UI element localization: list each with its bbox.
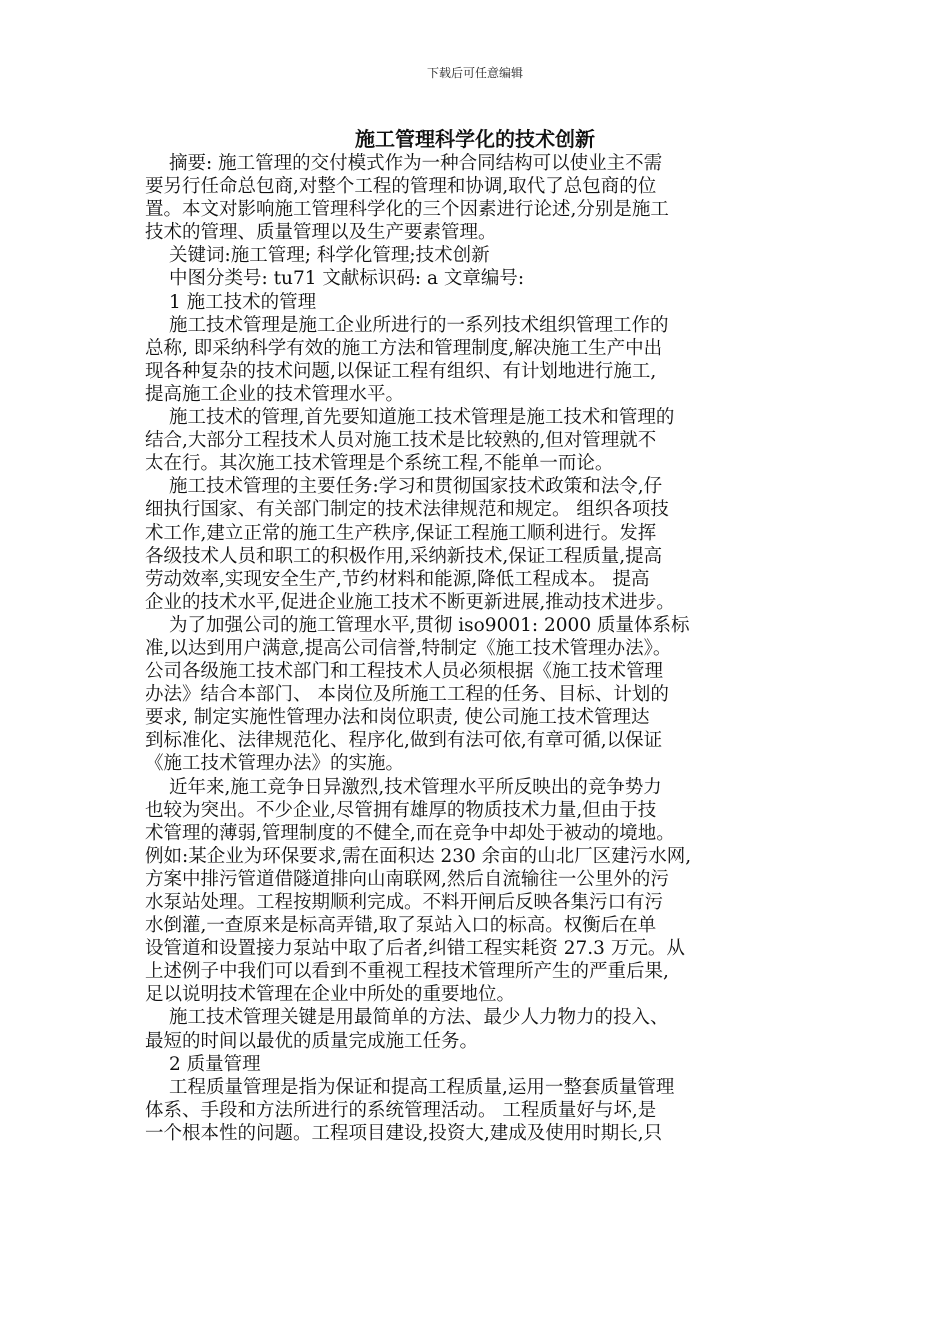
text-line: 关键词:施工管理; 科学化管理;技术创新: [169, 245, 490, 267]
text-line: 要求, 制定实施性管理办法和岗位职责, 使公司施工技术管理达: [145, 707, 650, 729]
text-line: 体系、手段和方法所进行的系统管理活动。 工程质量好与坏,是: [145, 1099, 657, 1121]
text-line: 术工作,建立正常的施工生产秩序,保证工程施工顺利进行。发挥: [145, 522, 657, 544]
text-line: 施工技术管理的主要任务:学习和贯彻国家技术政策和法令,仔: [169, 476, 663, 498]
text-line: 近年来,施工竞争日异激烈,技术管理水平所反映出的竞争势力: [169, 776, 662, 798]
text-line: 施工技术的管理,首先要知道施工技术管理是施工技术和管理的: [169, 407, 675, 429]
text-line: 企业的技术水平,促进企业施工技术不断更新进展,推动技术进步。: [145, 591, 675, 613]
text-line: 施工技术管理是施工企业所进行的一系列技术组织管理工作的: [169, 314, 669, 336]
text-line: 办法》结合本部门、 本岗位及所施工工程的任务、目标、计划的: [145, 684, 669, 706]
text-line: 摘要: 施工管理的交付模式作为一种合同结构可以使业主不需: [169, 153, 663, 174]
text-line: 设管道和设置接力泵站中取了后者,纠错工程实耗资 27.3 万元。从: [145, 938, 685, 960]
text-line: 例如:某企业为环保要求,需在面积达 230 余亩的山北厂区建污水网,: [145, 845, 692, 867]
text-line: 劳动效率,实现安全生产,节约材料和能源,降低工程成本。 提高: [145, 568, 650, 590]
text-line: 总称, 即采纳科学有效的施工方法和管理制度,解决施工生产中出: [145, 337, 663, 359]
text-line: 提高施工企业的技术管理水平。: [145, 383, 405, 405]
text-line: 中图分类号: tu71 文献标识码: a 文章编号:: [169, 268, 525, 290]
text-line: 术管理的薄弱,管理制度的不健全,而在竞争中却处于被动的境地。: [145, 822, 675, 844]
text-line: 水倒灌,一查原来是标高弄错,取了泵站入口的标高。权衡后在单: [145, 915, 657, 937]
text-line: 施工技术管理关键是用最简单的方法、最少人力物力的投入、: [169, 1007, 669, 1029]
text-line: 《施工技术管理办法》的实施。: [145, 753, 405, 775]
text-line: 置。本文对影响施工管理科学化的三个因素进行论述,分别是施工: [145, 199, 669, 221]
document-body: [145, 126, 795, 1145]
text-line: 各级技术人员和职工的积极作用,采纳新技术,保证工程质量,提高: [145, 545, 663, 567]
text-line: 现各种复杂的技术问题,以保证工程有组织、有计划地进行施工,: [145, 360, 657, 382]
text-lines: [145, 152, 795, 1145]
text-line: 方案中排污管道借隧道排向山南联网,然后自流输往一公里外的污: [145, 868, 669, 890]
text-line: 到标准化、法律规范化、程序化,做到有法可依,有章可循,以保证: [145, 730, 663, 752]
text-line: 最短的时间以最优的质量完成施工任务。: [145, 1030, 479, 1052]
text-line: 细执行国家、有关部门制定的技术法律规范和规定。 组织各项技: [145, 499, 669, 521]
text-line: 上述例子中我们可以看到不重视工程技术管理所产生的严重后果,: [145, 961, 669, 983]
text-line: 也较为突出。不少企业,尽管拥有雄厚的物质技术力量,但由于技: [145, 799, 657, 821]
text-line: 准,以达到用户满意,提高公司信誉,特制定《施工技术管理办法》。: [145, 637, 672, 659]
text-line: 1 施工技术的管理: [169, 291, 317, 313]
text-line: 结合,大部分工程技术人员对施工技术是比较熟的,但对管理就不: [145, 430, 657, 452]
text-line: 要另行任命总包商,对整个工程的管理和协调,取代了总包商的位: [145, 176, 657, 198]
text-line: 2 质量管理: [169, 1053, 261, 1075]
text-line: 一个根本性的问题。工程项目建设,投资大,建成及使用时期长,只: [145, 1122, 663, 1144]
text-line: 工程质量管理是指为保证和提高工程质量,运用一整套质量管理: [169, 1076, 675, 1098]
text-line: 为了加强公司的施工管理水平,贯彻 iso9001: 2000 质量体系标: [169, 614, 690, 636]
text-line: 技术的管理、质量管理以及生产要素管理。: [145, 222, 497, 244]
document-title: 施工管理科学化的技术创新: [355, 127, 595, 151]
text-line: 水泵站处理。工程按期顺利完成。不料开闸后反映各集污口有污: [145, 892, 664, 913]
text-line: 太在行。其次施工技术管理是个系统工程,不能单一而论。: [145, 453, 614, 475]
text-line: 公司各级施工技术部门和工程技术人员必须根据《施工技术管理: [145, 661, 664, 683]
page-header: 下载后可任意编辑: [426, 66, 523, 80]
text-line: 足以说明技术管理在企业中所处的重要地位。: [145, 984, 516, 1006]
